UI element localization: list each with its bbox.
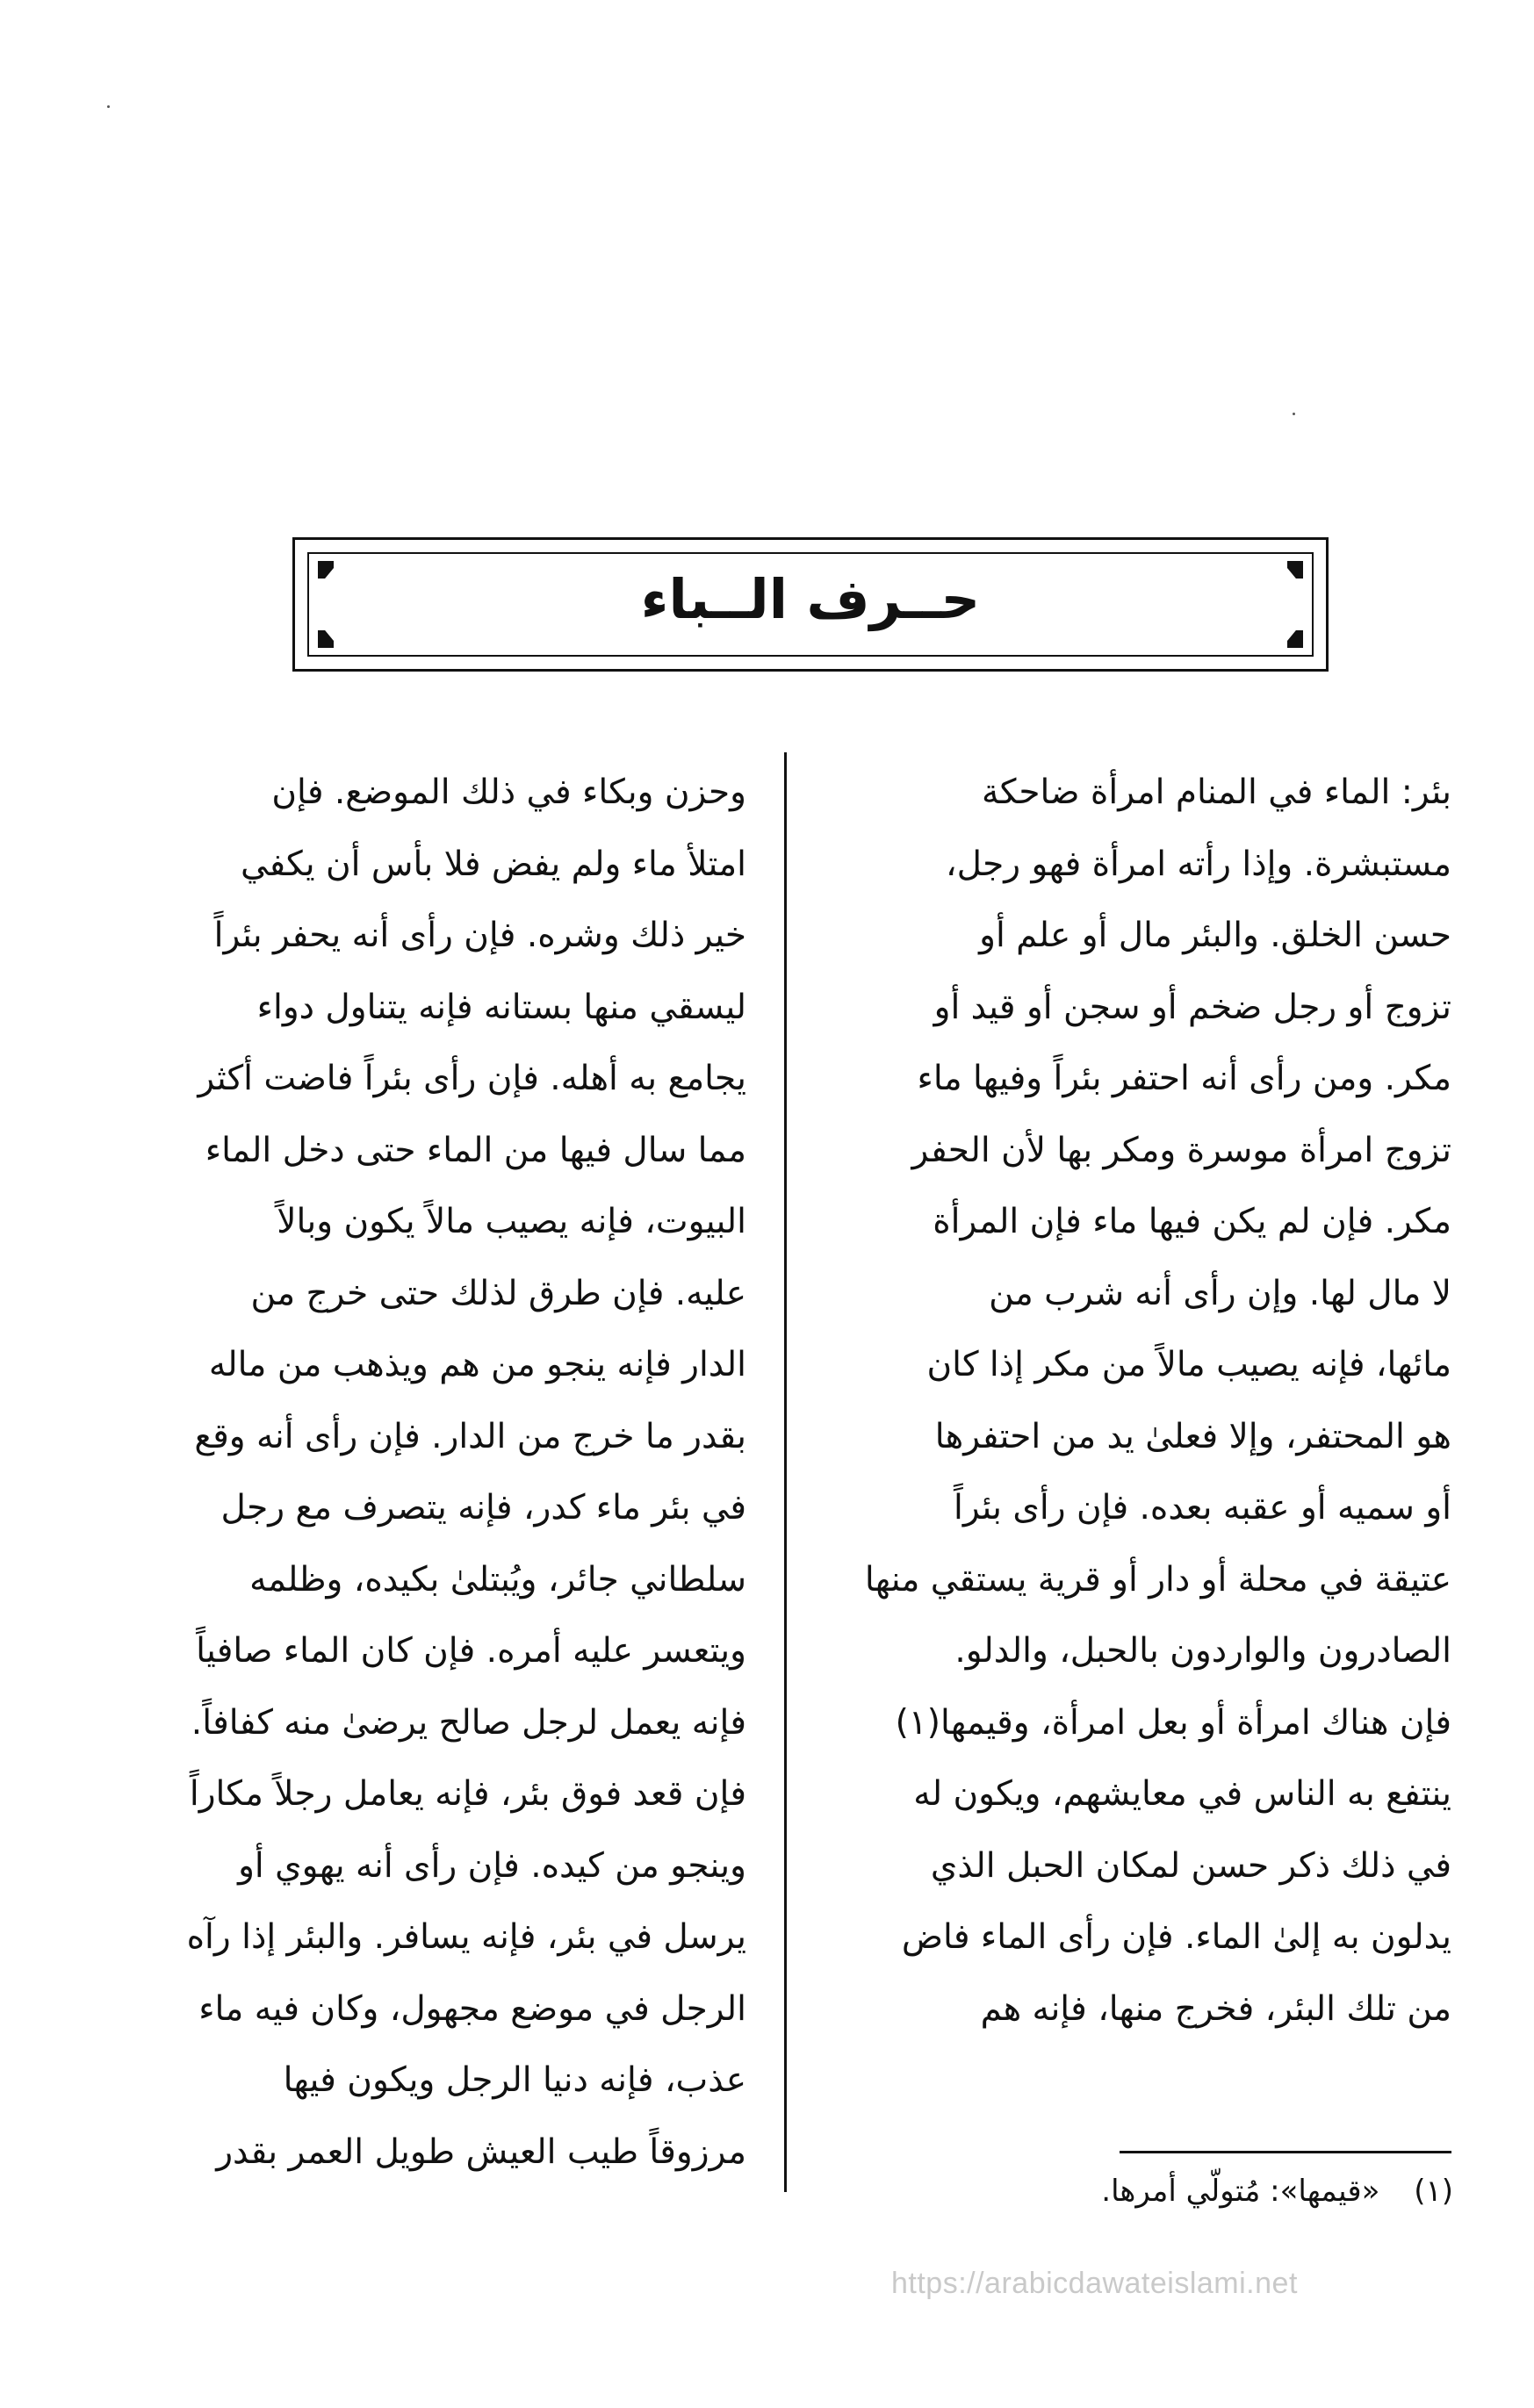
right-column-text-line: في ذلك ذكر حسن لمكان الحبل الذي	[930, 1845, 1451, 1886]
footnote-text: «قيمها»: مُتولّي أمرها.	[1101, 2174, 1380, 2209]
chapter-title: حــرف الــباء	[640, 567, 981, 631]
scan-speck	[1293, 413, 1295, 415]
left-column-text-line: في بئر ماء كدر، فإنه يتصرف مع رجل	[220, 1488, 746, 1527]
footnote-marker: (١)	[1414, 2174, 1453, 2209]
left-column-text-line: مرزوقاً طيب العيش طويل العمر بقدر	[216, 2131, 746, 2172]
right-column-text-line: تزوج أو رجل ضخم أو سجن أو قيد أو	[933, 987, 1451, 1027]
right-column-text-line: أو سميه أو عقبه بعده. فإن رأى بئراً	[953, 1488, 1451, 1527]
left-column-text-line: فإنه يعمل لرجل صالح يرضىٰ منه كفافاً.	[191, 1702, 746, 1743]
footnote-rule	[1120, 2151, 1451, 2153]
chapter-title-frame	[292, 537, 1329, 672]
watermark-url: https://arabicdawateislami.net	[891, 2267, 1298, 2300]
right-column-text-line: يدلون به إلىٰ الماء. فإن رأى الماء فاض	[901, 1917, 1451, 1957]
right-column-text-line: مستبشرة. وإذا رأته امرأة فهو رجل،	[946, 844, 1451, 884]
scan-speck	[107, 105, 110, 108]
right-column-text-line: بئر: الماء في المنام امرأة ضاحكة	[981, 773, 1451, 812]
left-column-text-line: الرجل في موضع مجهول، وكان فيه ماء	[198, 1988, 746, 2029]
right-column-text-line: هو المحتفر، وإلا فعلىٰ يد من احتفرها	[934, 1416, 1451, 1456]
left-column-text-line: يجامع به أهله. فإن رأى بئراً فاضت أكثر	[198, 1059, 746, 1098]
right-column-text-line: مكر. ومن رأى أنه احتفر بئراً وفيها ماء	[917, 1059, 1451, 1098]
right-column-text-line: لا مال لها. وإن رأى أنه شرب من	[989, 1273, 1451, 1313]
right-column-text-line: ينتفع به الناس في معايشهم، ويكون له	[913, 1774, 1451, 1814]
left-text-column	[86, 757, 746, 2188]
left-column-text-line: سلطاني جائر، ويُبتلىٰ بكيده، وظلمه	[249, 1559, 746, 1599]
left-column-text-line: عليه. فإن طرق لذلك حتى خرج من	[250, 1273, 746, 1313]
left-column-text-line: بقدر ما خرج من الدار. فإن رأى أنه وقع	[194, 1416, 746, 1456]
column-divider	[784, 752, 787, 2192]
left-column-text-line: البيوت، فإنه يصيب مالاً يكون وبالاً	[277, 1202, 746, 1241]
right-column-text-line: مكر. فإن لم يكن فيها ماء فإن المرأة	[933, 1202, 1451, 1241]
right-column-text-line: حسن الخلق. والبئر مال أو علم أو	[979, 916, 1451, 955]
left-column-text-line: امتلأ ماء ولم يفض فلا بأس أن يكفي	[240, 844, 746, 884]
right-column-text-line: فإن هناك امرأة أو بعل امرأة، وقيمها(١)	[895, 1702, 1451, 1743]
left-column-text-line: ليسقي منها بستانه فإنه يتناول دواء	[256, 987, 746, 1027]
left-column-text-line: يرسل في بئر، فإنه يسافر. والبئر إذا رآه	[186, 1917, 746, 1957]
left-column-text-line: فإن قعد فوق بئر، فإنه يعامل رجلاً مكاراً	[189, 1774, 746, 1814]
left-column-text-line: مما سال فيها من الماء حتى دخل الماء	[205, 1130, 746, 1170]
left-column-text-line: خير ذلك وشره. فإن رأى أنه يحفر بئراً	[213, 916, 746, 955]
left-column-text-line: ويتعسر عليه أمره. فإن كان الماء صافياً	[196, 1631, 746, 1671]
left-column-text-line: وينجو من كيده. فإن رأى أنه يهوي أو	[238, 1845, 746, 1886]
right-text-column	[784, 757, 1451, 2045]
right-column-text-line: عتيقة في محلة أو دار أو قرية يستقي منها	[864, 1559, 1451, 1599]
right-column-text-line: من تلك البئر، فخرج منها، فإنه هم	[980, 1988, 1451, 2029]
right-column-text-line: تزوج امرأة موسرة ومكر بها لأن الحفر	[911, 1130, 1451, 1170]
right-column-text-line: الصادرون والواردون بالحبل، والدلو.	[954, 1631, 1451, 1671]
footnote	[878, 2167, 1453, 2216]
left-column-text-line: الدار فإنه ينجو من هم ويذهب من ماله	[208, 1345, 746, 1384]
left-column-text-line: وحزن وبكاء في ذلك الموضع. فإن	[271, 773, 746, 812]
left-column-text-line: عذب، فإنه دنيا الرجل ويكون فيها	[283, 2060, 746, 2100]
right-column-text-line: مائها، فإنه يصيب مالاً من مكر إذا كان	[926, 1345, 1451, 1384]
